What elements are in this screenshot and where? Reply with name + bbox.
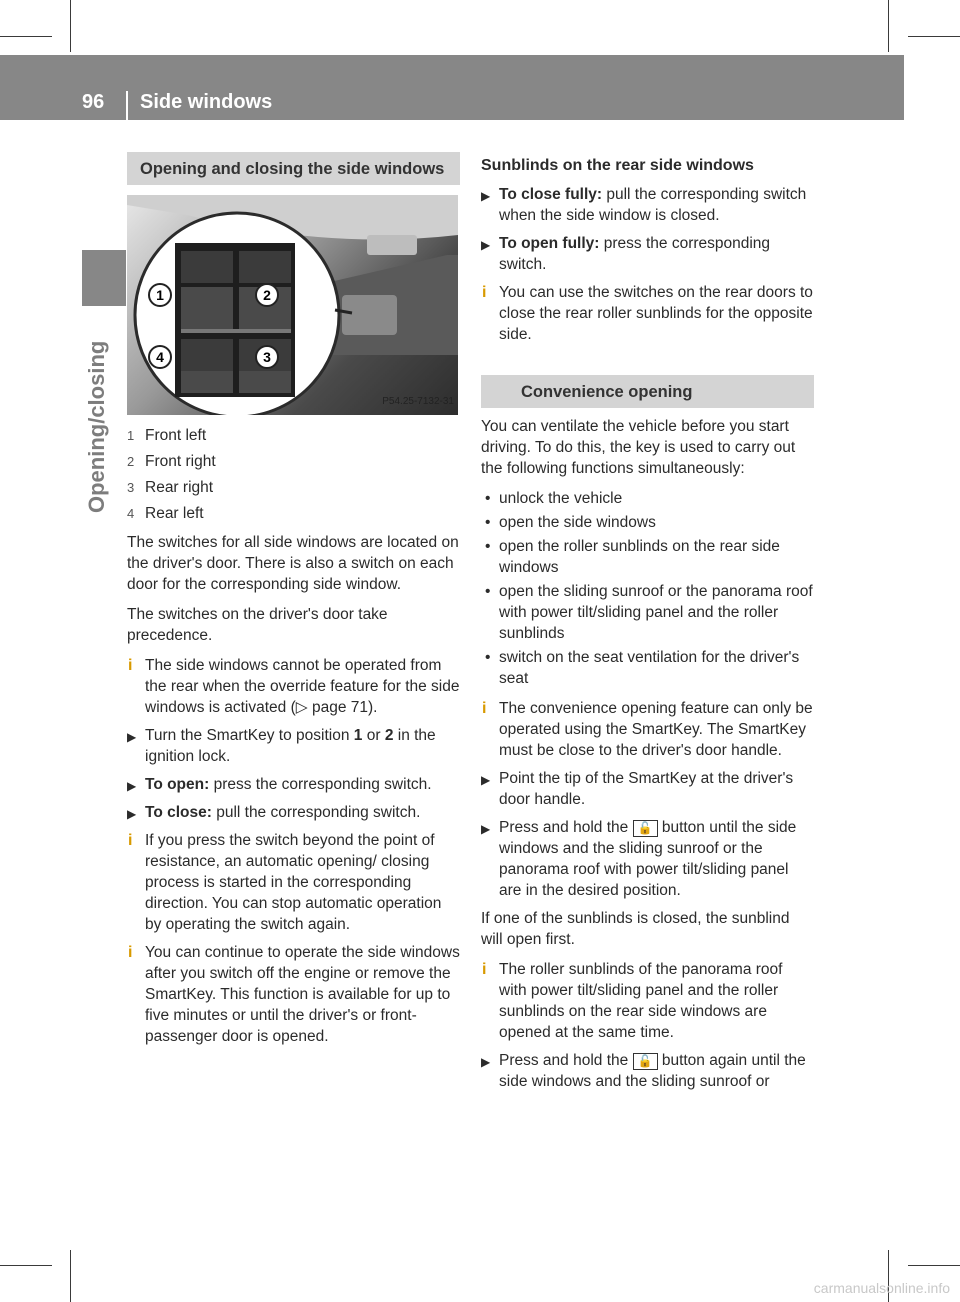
step-text: Turn the SmartKey to position: [145, 727, 354, 744]
section-heading: Opening and closing the side windows: [127, 152, 460, 185]
bullet-icon: •: [485, 649, 491, 666]
header-divider: [126, 91, 128, 120]
step-text: pull the corresponding switch when the side window is closed.: [499, 186, 807, 224]
arrow-icon: ▶: [127, 730, 137, 744]
bullet-item: [481, 647, 814, 689]
step-text: press the corresponding switch.: [499, 235, 771, 273]
bullet-item: [481, 512, 814, 533]
info-icon: i: [128, 832, 133, 849]
page-title: Side windows: [140, 91, 273, 113]
info-text: If you press the switch beyond the point of resistance, an automatic opening/ closing process is started in the corresponding direction. You can stop automatic operation by operating the switch again.: [145, 832, 442, 933]
legend-item: [127, 425, 460, 446]
arrow-icon: ▶: [481, 238, 491, 252]
step-text: press the corresponding switch.: [209, 776, 432, 793]
callout-4-label: 4: [156, 349, 164, 365]
info-note: [481, 959, 814, 1043]
header-bar: [0, 55, 904, 120]
arrow-icon: ▶: [127, 807, 137, 821]
door-panel-illustration: [127, 195, 458, 415]
instruction-step: [127, 802, 460, 823]
info-icon: i: [128, 657, 133, 674]
paragraph: The switches on the driver's door take precedence.: [127, 606, 388, 644]
chapter-tab: [82, 250, 126, 306]
info-text: The convenience opening feature can only be operated using the SmartKey. The SmartKey must be close to the driver's door handle.: [499, 700, 813, 759]
unlock-icon: 🔓: [633, 1053, 658, 1070]
step-text: Press and hold the: [499, 819, 633, 836]
info-icon: i: [482, 961, 487, 978]
step-text: or: [362, 727, 385, 744]
callout-3-label: 3: [263, 349, 271, 365]
legend-marker: 1: [127, 428, 135, 443]
crop-mark: [70, 0, 71, 52]
legend-item: [127, 503, 460, 524]
info-text: You can use the switches on the rear doors to close the rear roller sunblinds for the opposite side.: [499, 284, 813, 343]
step-text: Press and hold the: [499, 1052, 633, 1069]
bullet-text: open the sliding sunroof or the panorama roof with power tilt/sliding panel and the roller sunblinds: [499, 583, 813, 642]
legend-label: Rear left: [145, 505, 204, 522]
legend-label: Front right: [145, 453, 216, 470]
legend-item: [127, 477, 460, 498]
info-note: [127, 830, 460, 935]
instruction-step: [127, 774, 460, 795]
info-icon: i: [482, 700, 487, 717]
info-icon: i: [482, 284, 487, 301]
step-text: pull the corresponding switch.: [211, 804, 421, 821]
crop-mark: [908, 1265, 960, 1266]
step-bold: To open:: [145, 776, 210, 793]
info-text: The side windows cannot be operated from the rear when the override feature for the side windows is activated (▷ page 71).: [145, 657, 460, 716]
instruction-step: [127, 725, 460, 767]
legend-label: Front left: [145, 427, 207, 444]
bullet-text: open the roller sunblinds on the rear side windows: [499, 538, 780, 576]
step-bold: To close:: [145, 804, 212, 821]
callout-2-label: 2: [263, 287, 271, 303]
crop-mark: [888, 0, 889, 52]
paragraph: You can ventilate the vehicle before you start driving. To do this, the key is used to carry out the following functions simultaneously:: [481, 418, 796, 477]
arrow-icon: ▶: [481, 1055, 491, 1069]
watermark: carmanualsonline.info: [813, 1280, 950, 1296]
left-column: [127, 152, 460, 1054]
sub-heading: Sunblinds on the rear side windows: [481, 157, 754, 174]
bullet-icon: •: [485, 490, 491, 507]
window-switch-figure: [127, 195, 458, 415]
right-column: [481, 155, 814, 1099]
bullet-icon: •: [485, 538, 491, 555]
step-text: button until the side windows and the sliding sunroof or the panorama roof with power tilt/sliding panel are in the desired position.: [499, 819, 797, 899]
info-note: [481, 282, 814, 345]
crop-mark: [908, 36, 960, 37]
info-note: [127, 655, 460, 718]
step-bold: 1: [353, 727, 363, 744]
chapter-label: Opening/closing: [84, 340, 109, 513]
callout-1-label: 1: [156, 287, 164, 303]
instruction-step: [481, 233, 814, 275]
figure-code: P54.25-7132-31: [382, 396, 454, 407]
bullet-text: open the side windows: [499, 514, 656, 531]
info-icon: i: [128, 944, 133, 961]
arrow-icon: ▶: [481, 189, 491, 203]
crop-mark: [70, 1250, 71, 1302]
bullet-icon: •: [485, 514, 491, 531]
step-bold: To open fully:: [499, 235, 600, 252]
legend-marker: 2: [127, 454, 135, 469]
instruction-step: [481, 1050, 814, 1092]
crop-mark: [0, 36, 52, 37]
step-bold: To close fully:: [499, 186, 603, 203]
paragraph: The switches for all side windows are located on the driver's door. There is also a switch on each door for the corresponding side window.: [127, 534, 459, 593]
info-text: You can continue to operate the side windows after you switch off the engine or remove the SmartKey. This function is available for up to five minutes or until the driver's or front-passenger door is opened.: [145, 944, 460, 1045]
step-bold: 2: [384, 727, 394, 744]
arrow-icon: ▶: [127, 779, 137, 793]
paragraph: If one of the sunblinds is closed, the sunblind will open first.: [481, 910, 790, 948]
unlock-icon: 🔓: [633, 820, 658, 837]
instruction-step: [481, 817, 814, 901]
bullet-text: unlock the vehicle: [499, 490, 623, 507]
page-number: 96: [82, 91, 105, 113]
section-heading: Convenience opening: [481, 375, 814, 408]
step-text: Point the tip of the SmartKey at the driver's door handle.: [499, 770, 794, 808]
instruction-step: [481, 768, 814, 810]
bullet-item: [481, 536, 814, 578]
legend-item: [127, 451, 460, 472]
arrow-icon: ▶: [481, 822, 491, 836]
info-note: [127, 942, 460, 1047]
bullet-icon: •: [485, 583, 491, 600]
crop-mark: [0, 1265, 52, 1266]
step-text: button again until the side windows and the sliding sunroof or: [499, 1052, 806, 1090]
arrow-icon: ▶: [481, 773, 491, 787]
bullet-text: switch on the seat ventilation for the driver's seat: [499, 649, 800, 687]
step-text: in the ignition lock.: [145, 727, 436, 765]
bullet-item: [481, 581, 814, 644]
bullet-item: [481, 488, 814, 509]
legend-label: Rear right: [145, 479, 214, 496]
instruction-step: [481, 184, 814, 226]
legend-marker: 4: [127, 506, 135, 521]
info-note: [481, 698, 814, 761]
info-text: The roller sunblinds of the panorama roof with power tilt/sliding panel and the roller sunblinds on the rear side windows are opened at the same time.: [499, 961, 783, 1041]
legend-marker: 3: [127, 480, 135, 495]
